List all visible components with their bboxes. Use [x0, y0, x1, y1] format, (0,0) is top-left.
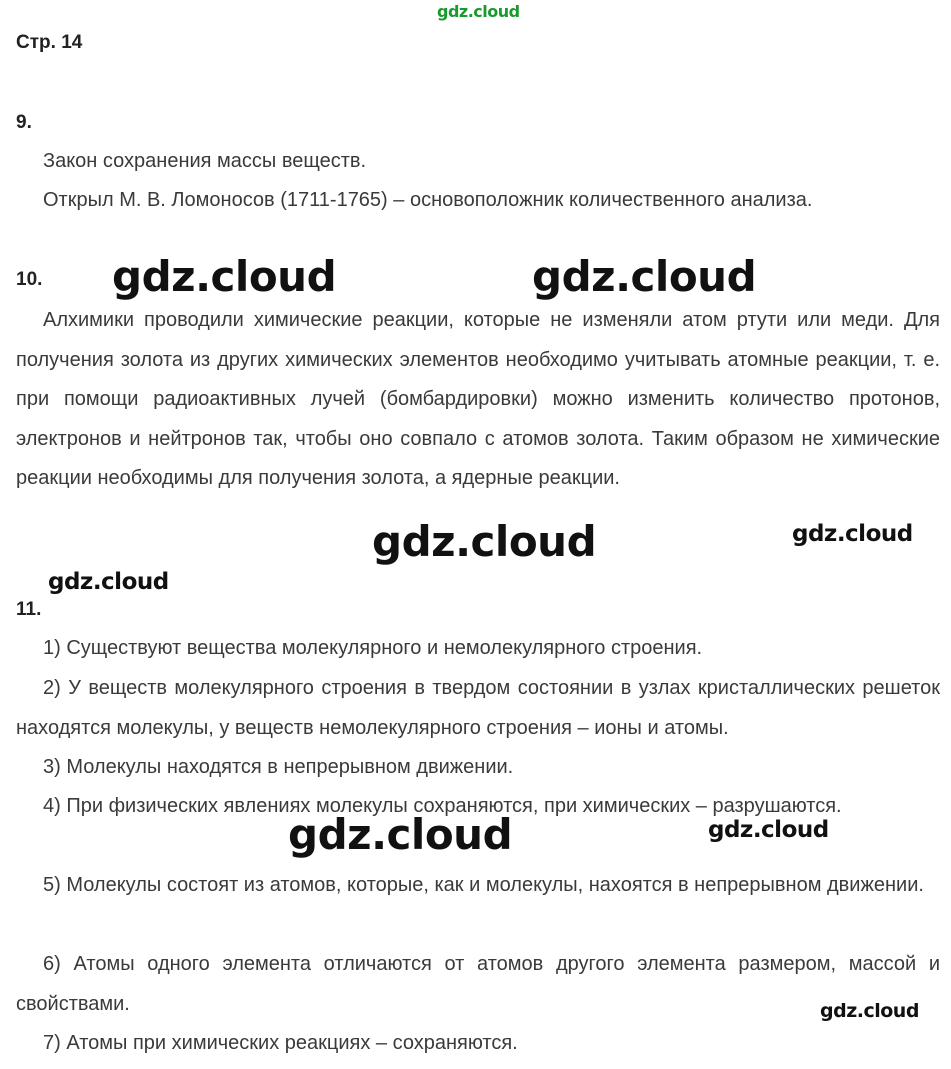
- watermark-top: gdz.cloud: [437, 2, 520, 21]
- question-10-number: 10.: [16, 269, 43, 290]
- question-10-text: Алхимики проводили химические реакции, которые не изменяли атом ртути или меди. Для получения золота из других химических элементов необходимо учитывать атомные реакции, т. е. при помощи радиоактивных лучей (бомбардировки) можно изменить количество протонов, электронов и нейтронов так, чтобы оно совпало с атомов золота. Таким образом не химические реакции необходимы для получения золота, а ядерные реакции.: [16, 309, 940, 489]
- watermark-1: gdz.cloud: [112, 252, 337, 301]
- watermark-3: gdz.cloud: [372, 517, 597, 566]
- watermark-7: gdz.cloud: [708, 817, 829, 843]
- watermark-4: gdz.cloud: [792, 521, 913, 547]
- question-9-number: 9.: [16, 112, 32, 133]
- question-9-line-1: Закон сохранения массы веществ.: [43, 150, 367, 172]
- question-11-item-2: 2) У веществ молекулярного строения в твердом состоянии в узлах кристаллических решеток находятся молекулы, у веществ немолекулярного строения – ионы и атомы.: [16, 677, 940, 739]
- question-11-item-1: 1) Существуют вещества молекулярного и немолекулярного строения.: [43, 637, 703, 659]
- question-11-number: 11.: [16, 599, 42, 620]
- watermark-8: gdz.cloud: [820, 1000, 919, 1022]
- question-11-item-7: 7) Атомы при химических реакциях – сохраняются.: [43, 1032, 518, 1054]
- watermark-2: gdz.cloud: [532, 252, 757, 301]
- watermark-5: gdz.cloud: [48, 569, 169, 595]
- watermark-6: gdz.cloud: [288, 810, 513, 859]
- question-11-item-3: 3) Молекулы находятся в непрерывном движении.: [43, 756, 514, 778]
- question-11-item-6: 6) Атомы одного элемента отличаются от атомов другого элемента размером, массой и свойствами.: [16, 953, 940, 1015]
- question-11-item-4: 4) При физических явлениях молекулы сохраняются, при химических – разрушаются.: [43, 795, 842, 817]
- question-11-item-5: 5) Молекулы состоят из атомов, которые, как и молекулы, нахоятся в непрерывном движении.: [43, 874, 924, 896]
- question-9-line-2: Открыл М. В. Ломоносов (1711-1765) – основоположник количественного анализа.: [43, 189, 813, 211]
- page-heading: Стр. 14: [16, 32, 83, 53]
